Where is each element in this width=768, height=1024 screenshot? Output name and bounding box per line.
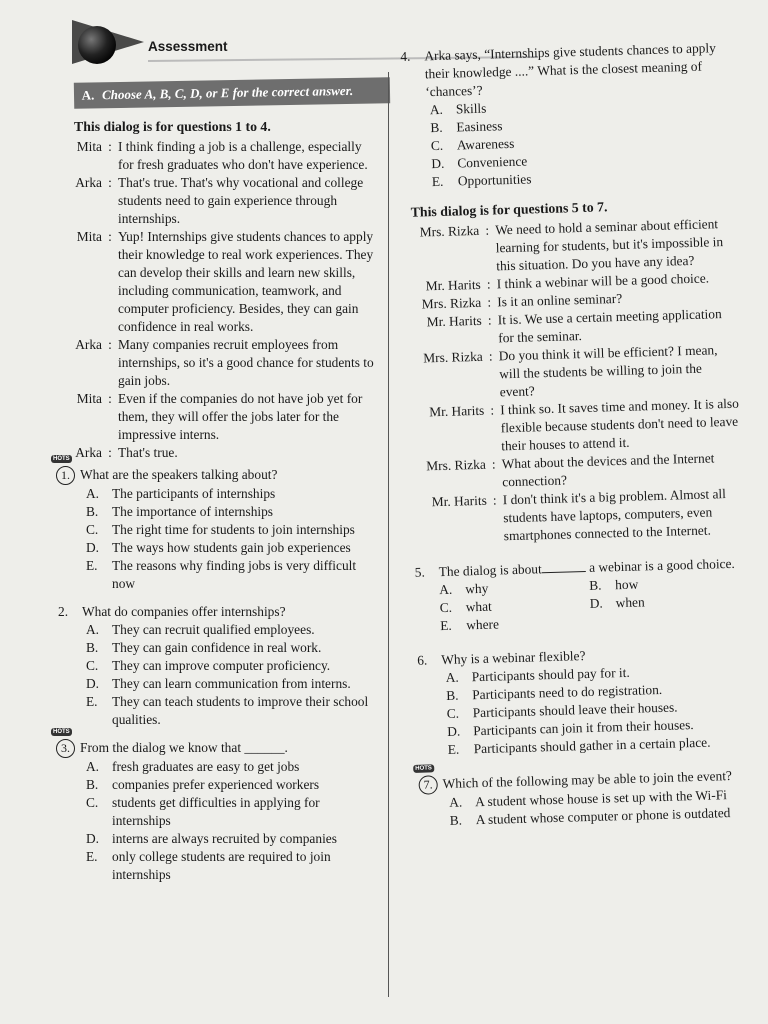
speaker-name: Mrs. Rizka	[426, 456, 486, 474]
speaker-name: Arka	[75, 337, 102, 352]
speaker-colon: :	[108, 337, 112, 352]
option-letter: E.	[86, 694, 98, 709]
dialog-line	[58, 336, 380, 390]
question-number: 2.	[58, 604, 69, 619]
option-text: what	[465, 598, 492, 615]
dialog-line	[409, 341, 740, 404]
dialog-line	[413, 485, 744, 548]
option-letter: A.	[439, 581, 453, 598]
dialog-text: I don't think it's a big problem. Almost all students have laptops, computers, even smartphones connected to the Internet.	[502, 486, 727, 544]
speaker-colon: :	[490, 402, 495, 418]
option-text: Participants can join it from their houses.	[472, 717, 694, 739]
section-instruction: Choose A, B, C, D, or E for the correct answer.	[101, 82, 354, 103]
option-letter: E.	[440, 617, 452, 634]
dialog-text: I think a webinar will be a good choice.	[496, 270, 710, 292]
question-stem	[53, 456, 380, 485]
option-text: The importance of internships	[112, 504, 274, 519]
question-stem	[400, 39, 731, 102]
dialog-text: I think finding a job is a challenge, especially for fresh graduates who don't have experience.	[118, 139, 368, 172]
option-text: when	[615, 594, 645, 611]
option-letter: E.	[431, 173, 444, 190]
speaker-colon: :	[492, 492, 497, 508]
option-letter: C.	[86, 522, 99, 537]
option-text: They can learn communication from interns.	[112, 676, 351, 691]
question-number	[415, 765, 443, 795]
speaker-colon: :	[108, 391, 112, 406]
option-letter: B.	[86, 504, 99, 519]
question-text: From the dialog we know that ______.	[80, 740, 288, 755]
dialog-line	[410, 395, 741, 458]
hots-badge: HOTS	[413, 764, 434, 773]
option-text: The participants of internships	[112, 486, 276, 501]
option-text: Convenience	[457, 153, 528, 171]
question-block	[53, 456, 380, 593]
option[interactable]	[86, 557, 380, 593]
dialog-line	[58, 390, 380, 444]
option[interactable]	[86, 776, 380, 794]
question-4	[400, 39, 734, 192]
option-text: A student whose house is set up with the Wi-Fi	[474, 787, 728, 810]
option-letter: E.	[86, 558, 98, 573]
option-letter: A.	[429, 101, 444, 118]
speaker-colon: :	[491, 456, 496, 472]
option-letter: D.	[447, 723, 461, 739]
option-letter: D.	[86, 676, 100, 691]
speaker-colon: :	[486, 276, 491, 292]
dialog1	[58, 138, 380, 462]
section-banner	[74, 77, 390, 109]
header-title: Assessment	[148, 39, 228, 54]
option[interactable]	[86, 675, 380, 693]
speaker-name: Mr. Harits	[426, 312, 482, 330]
option-text: Opportunities	[457, 171, 532, 189]
question-text: What do companies offer internships?	[82, 604, 286, 619]
speaker-colon: :	[488, 348, 493, 364]
option-letter: C.	[446, 705, 460, 721]
speaker-colon: :	[108, 229, 112, 244]
option-letter: D.	[86, 831, 100, 846]
option-text: only college students are required to join internships	[112, 849, 331, 882]
option-letter: A.	[86, 486, 100, 501]
ball-icon	[78, 26, 116, 64]
option-letter: E.	[447, 741, 460, 757]
question-number-circled: 7. HOTS	[418, 775, 438, 795]
dialog-text: That's true. That's why vocational and college students need to gain experience through internships.	[118, 175, 364, 226]
option[interactable]	[86, 621, 380, 639]
question-block	[58, 603, 380, 729]
option-text: how	[614, 576, 639, 593]
option-text: interns are always recruited by companies	[112, 831, 337, 846]
option-letter: D.	[86, 540, 100, 555]
column-divider	[388, 72, 389, 997]
dialog-line	[405, 215, 736, 278]
question-number: 5.	[414, 564, 426, 580]
option-text: Participants need to do registration.	[471, 681, 663, 703]
dialog2-title: This dialog is for questions 5 to 7.	[410, 199, 608, 220]
option-text: The right time for students to join internships	[112, 522, 355, 537]
dialog-text: Many companies recruit employees from internships, so it's a good chance for students to gain jobs.	[118, 337, 374, 388]
dialog1-title: This dialog is for questions 1 to 4.	[74, 119, 271, 134]
dialog-text: We need to hold a seminar about efficient learning for students, but it's impossible in this situation. Do you have any idea?	[495, 216, 724, 274]
option-letter: B.	[86, 777, 99, 792]
option-text: A student whose computer or phone is outdated	[475, 805, 731, 828]
option-letter: B.	[449, 812, 463, 828]
option[interactable]	[86, 639, 380, 657]
option[interactable]	[86, 848, 380, 884]
dialog-text: Is it an online seminar?	[497, 290, 623, 310]
speaker-colon: :	[108, 175, 112, 190]
question-block	[53, 729, 380, 884]
option-letter: B.	[86, 640, 99, 655]
question-text: Arka says, “Internships give students chances to apply their knowledge ....” What is the closest meaning of ‘chances’?	[424, 40, 716, 100]
option[interactable]	[589, 591, 739, 613]
question-text: Which of the following may be able to join the event?	[442, 768, 733, 792]
option[interactable]	[86, 794, 380, 830]
question-number	[53, 729, 80, 758]
speaker-colon: :	[487, 294, 492, 310]
questions-left	[53, 456, 380, 884]
option-text: The reasons why finding jobs is very difficult now	[112, 558, 357, 591]
option-letter: B.	[430, 119, 443, 136]
speaker-name: Mr. Harits	[429, 402, 485, 420]
option-text: They can gain confidence in real work.	[112, 640, 322, 655]
question-stem	[58, 603, 380, 621]
option[interactable]	[86, 693, 380, 729]
speaker-name: Arka	[75, 445, 102, 460]
option-letter: D.	[431, 155, 445, 172]
option-text: They can recruit qualified employees.	[112, 622, 315, 637]
option-text: Participants should gather in a certain place.	[473, 734, 711, 757]
option[interactable]	[86, 485, 380, 503]
question-text: What are the speakers talking about?	[80, 467, 278, 482]
option[interactable]	[86, 521, 380, 539]
option-letter: C.	[430, 137, 444, 154]
speaker-name: Mrs. Rizka	[423, 348, 483, 366]
speaker-colon: :	[108, 445, 112, 460]
speaker-colon: :	[108, 139, 112, 154]
dialog-text: Even if the companies do not have job yet for them, they will offer the jobs later for the impressive interns.	[118, 391, 363, 442]
question-text: Why is a webinar flexible?	[440, 648, 586, 668]
option-text: Easiness	[456, 118, 503, 135]
question-number	[53, 456, 80, 485]
option-text: They can teach students to improve their school qualities.	[112, 694, 369, 727]
dialog-text: It is. We use a certain meeting application for the seminar.	[497, 306, 722, 346]
option-text: Skills	[455, 100, 487, 117]
question-number-circled: 1. HOTS	[56, 466, 75, 485]
question-stem	[53, 729, 380, 758]
speaker-name: Mrs. Rizka	[421, 294, 482, 312]
option-letter: A.	[445, 669, 459, 685]
question-text-after: a webinar is a good choice.	[588, 555, 735, 575]
option-text: students get difficulties in applying for internships	[112, 795, 320, 828]
option-letter: D.	[589, 595, 603, 611]
option-letter: A.	[86, 622, 100, 637]
question-5	[415, 555, 747, 636]
left-column	[53, 118, 380, 884]
question-text-before: The dialog is about	[438, 561, 542, 580]
option-letter: C.	[86, 795, 99, 810]
question-number: 6.	[417, 652, 428, 668]
speaker-name: Mr. Harits	[425, 276, 481, 294]
dialog-line	[58, 138, 380, 174]
dialog-line	[58, 444, 380, 462]
speaker-name: Mita	[76, 229, 102, 244]
option-text: Participants should pay for it.	[471, 664, 630, 685]
option-letter: A.	[448, 794, 463, 810]
option[interactable]	[86, 539, 380, 557]
option-letter: B.	[588, 577, 602, 593]
speaker-name: Mita	[76, 139, 102, 154]
hots-badge: HOTS	[53, 729, 70, 735]
answer-blank	[542, 571, 586, 573]
speaker-name: Mrs. Rizka	[419, 222, 480, 240]
question-7	[415, 765, 751, 831]
options-grid	[439, 573, 746, 636]
option-letter: E.	[86, 849, 98, 864]
dialog2	[405, 215, 744, 548]
dialog-line	[58, 174, 380, 228]
option-text: companies prefer experienced workers	[112, 777, 320, 792]
option-text: why	[465, 580, 489, 597]
option-text: They can improve computer proficiency.	[112, 658, 331, 673]
speaker-colon: :	[485, 222, 490, 238]
option-text: The ways how students gain job experiences	[112, 540, 351, 555]
option[interactable]	[86, 758, 380, 776]
option-letter: A.	[86, 759, 100, 774]
option-text: Awareness	[456, 135, 515, 153]
section-letter: A.	[81, 87, 95, 103]
dialog-text: I think so. It saves time and money. It is also flexible because students don't need to leave their houses to attend it.	[500, 395, 740, 454]
option-text: fresh graduates are easy to get jobs	[112, 759, 300, 774]
option-letter: C.	[86, 658, 99, 673]
option-letter: C.	[439, 599, 453, 616]
option-text: where	[466, 616, 500, 633]
question-number-circled: 3. HOTS	[56, 739, 75, 758]
dialog-line	[58, 228, 380, 336]
option-text: Participants should leave their houses.	[472, 699, 678, 721]
option[interactable]	[86, 830, 380, 848]
speaker-name: Mr. Harits	[431, 492, 487, 510]
dialog-text: Yup! Internships give students chances to apply their knowledge to real work experiences. They can develop their skills and learn new skills, including communication, teamwork, and computer proficiency. Besides, they can gain confidence in real works.	[118, 229, 374, 334]
dialog-text: What about the devices and the Internet connection?	[501, 450, 715, 490]
question-6	[417, 643, 750, 760]
question-number: 4.	[400, 48, 411, 64]
dialog-text: Do you think it will be efficient? I mean, will the students be willing to join the event?	[498, 342, 718, 400]
speaker-colon: :	[487, 312, 492, 328]
option[interactable]	[86, 503, 380, 521]
option[interactable]	[86, 657, 380, 675]
speaker-name: Arka	[75, 175, 102, 190]
hots-badge: HOTS	[53, 456, 70, 462]
right-column	[400, 35, 752, 831]
option-letter: B.	[445, 687, 459, 703]
dialog-text: That's true.	[118, 445, 178, 460]
speaker-name: Mita	[76, 391, 102, 406]
